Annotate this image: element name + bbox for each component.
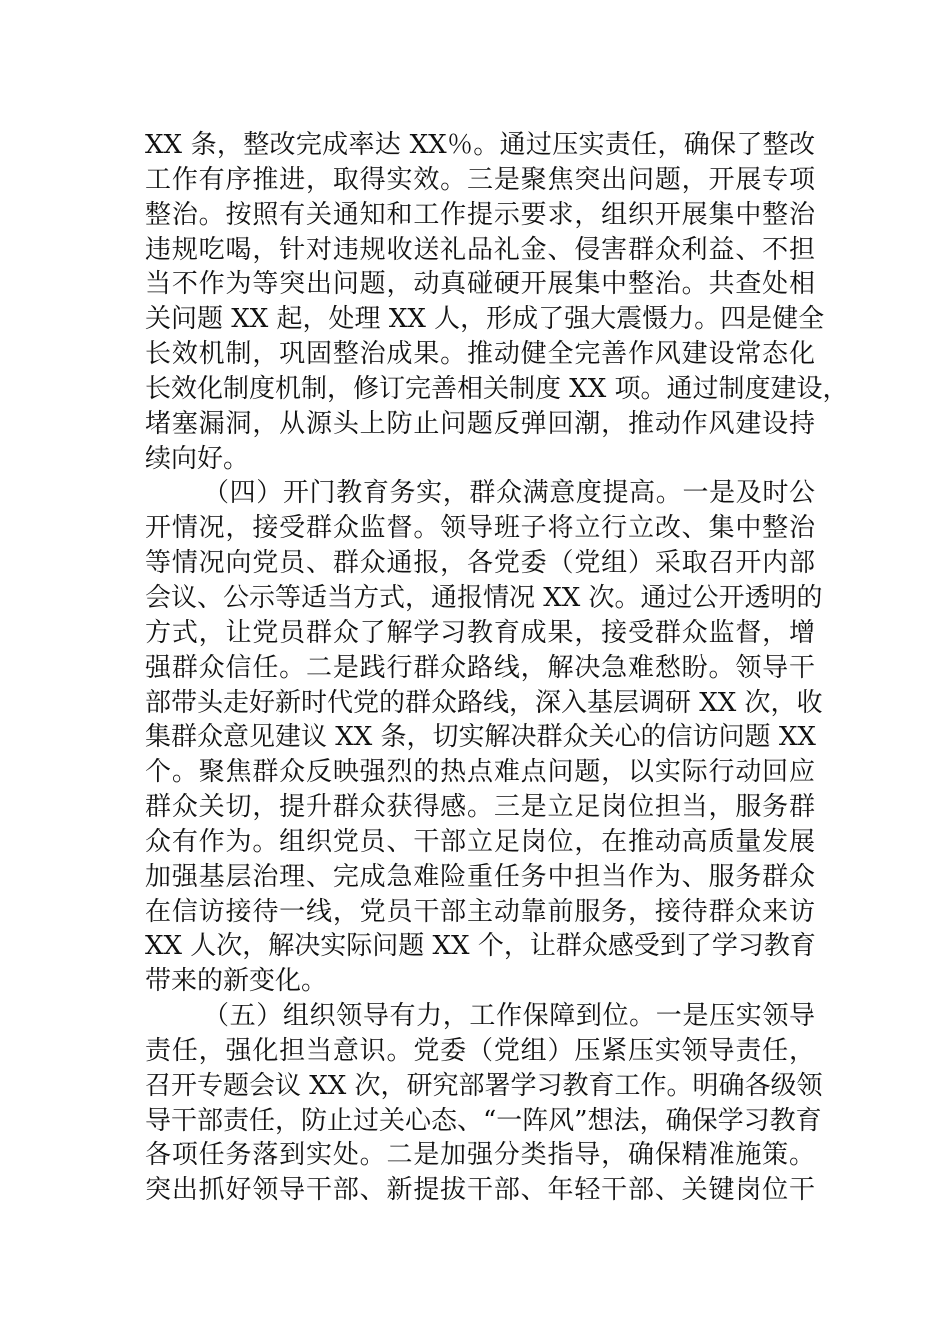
text-line: 等情况向党员、群众通报，各党委（党组）采取召开内部 [145,548,815,579]
text-line: 工作有序推进，取得实效。三是聚焦突出问题，开展专项 [145,164,815,195]
text-line: 关问题 XX 起，处理 XX 人，形成了强大震慑力。四是健全 [145,304,825,335]
text-line: 整治。按照有关通知和工作提示要求，组织开展集中整治 [145,199,815,230]
text-line: 个。聚焦群众反映强烈的热点难点问题，以实际行动回应 [145,757,815,788]
text-line: 部带头走好新时代党的群众路线，深入基层调研 XX 次，收 [145,687,823,718]
text-line: 众有作为。组织党员、干部立足岗位，在推动高质量发展 [145,826,815,857]
paragraph-section-5 [145,999,823,1208]
text-line: 续向好。 [145,443,250,474]
text-line: 当不作为等突出问题，动真碰硬开展集中整治。共查处相 [145,269,815,300]
paragraph [145,128,849,476]
document-body [145,128,849,1208]
text-line: 会议、公示等适当方式，通报情况 XX 次。通过公开透明的 [145,582,823,613]
text-line: 加强基层治理、完成急难险重任务中担当作为、服务群众 [145,861,815,892]
text-line: 各项任务落到实处。二是加强分类指导，确保精准施策。 [145,1140,815,1171]
text-line: 群众关切，提升群众获得感。三是立足岗位担当，服务群 [145,792,815,823]
text-line: 强群众信任。二是践行群众路线，解决急难愁盼。领导干 [145,652,815,683]
paragraph-section-4 [145,476,823,999]
text-line: 堵塞漏洞，从源头上防止问题反弹回潮，推动作风建设持 [145,408,815,439]
text-line: 开情况，接受群众监督。领导班子将立行立改、集中整治 [145,513,815,544]
text-line: 带来的新变化。 [145,966,328,997]
section-heading-line: （四）开门教育务实，群众满意度提高。一是及时公 [203,478,815,509]
text-line: 突出抓好领导干部、新提拔干部、年轻干部、关键岗位干 [145,1175,815,1206]
text-line: 召开专题会议 XX 次，研究部署学习教育工作。明确各级领 [145,1070,823,1101]
section-heading-line: （五）组织领导有力，工作保障到位。一是压实领导 [203,1001,815,1032]
text-line: 集群众意见建议 XX 条，切实解决群众关心的信访问题 XX [145,722,816,753]
text-line: 方式，让党员群众了解学习教育成果，接受群众监督，增 [145,617,815,648]
text-line: 长效化制度机制，修订完善相关制度 XX 项。通过制度建设， [145,373,849,404]
text-line: XX 条，整改完成率达 XX％。通过压实责任，确保了整改 [145,130,815,160]
text-line: 导干部责任，防止过关心态、“一阵风”想法，确保学习教育 [145,1105,822,1136]
text-line: 责任，强化担当意识。党委（党组）压紧压实领导责任， [145,1035,815,1066]
text-line: 违规吃喝，针对违规收送礼品礼金、侵害群众利益、不担 [145,234,815,265]
text-line: 长效机制，巩固整治成果。推动健全完善作风建设常态化 [145,339,815,370]
text-line: 在信访接待一线，党员干部主动靠前服务，接待群众来访 [145,896,815,927]
text-line: XX 人次，解决实际问题 XX 个，让群众感受到了学习教育 [145,931,816,962]
